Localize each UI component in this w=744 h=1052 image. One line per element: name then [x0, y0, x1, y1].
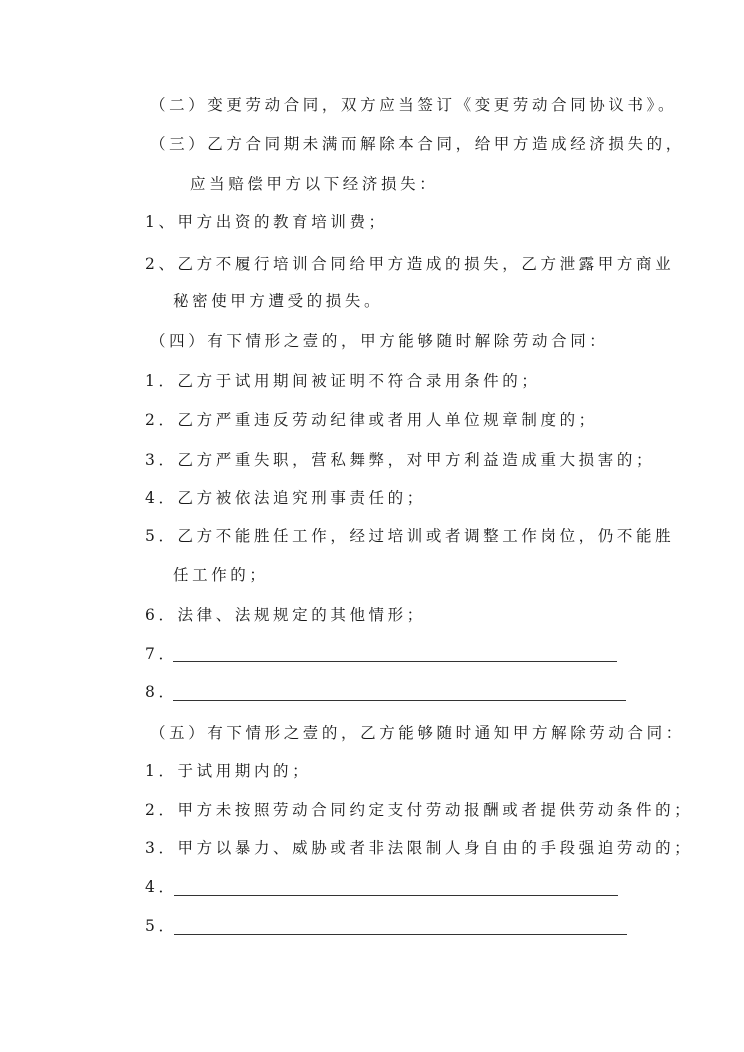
- clause-4-item-6: 6．法律、法规规定的其他情形；: [145, 606, 426, 624]
- clause-3-continuation: 应当赔偿甲方以下经济损失：: [190, 175, 439, 193]
- clause-4-item-3: 3．乙方严重失职，营私舞弊，对甲方利益造成重大损害的；: [145, 451, 656, 469]
- clause-5-item-5-blank: [174, 934, 627, 935]
- clause-5-item-3: 3．甲方以暴力、威胁或者非法限制人身自由的手段强迫劳动的；: [145, 839, 694, 857]
- clause-3-item-2: 2、乙方不履行培训合同给甲方造成的损失，乙方泄露甲方商业: [145, 255, 675, 273]
- clause-4-item-8-blank: [173, 700, 626, 701]
- clause-4-item-7-blank: [173, 661, 617, 662]
- clause-4-item-5: 5．乙方不能胜任工作，经过培训或者调整工作岗位，仍不能胜: [145, 527, 675, 545]
- clause-5: （五）有下情形之壹的，乙方能够随时通知甲方解除劳动合同：: [150, 724, 685, 742]
- clause-4-item-4: 4．乙方被依法追究刑事责任的；: [145, 489, 426, 507]
- clause-3-item-2-continuation: 秘密使甲方遭受的损失。: [173, 292, 384, 310]
- clause-4-item-7-label: 7．: [145, 645, 178, 663]
- clause-5-item-5-label: 5．: [145, 917, 178, 935]
- clause-3: （三）乙方合同期未满而解除本合同，给甲方造成经济损失的，: [150, 135, 685, 153]
- clause-5-item-1: 1．于试用期内的；: [145, 762, 312, 780]
- clause-2: （二）变更劳动合同，双方应当签订《变更劳动合同协议书》。: [150, 96, 678, 114]
- clause-4-item-1: 1．乙方于试用期间被证明不符合录用条件的；: [145, 372, 541, 390]
- clause-4: （四）有下情形之壹的，甲方能够随时解除劳动合同：: [150, 332, 609, 350]
- clause-5-item-4-blank: [174, 895, 618, 896]
- clause-3-item-1: 1、甲方出资的教育培训费；: [145, 213, 388, 231]
- clause-5-item-2: 2．甲方未按照劳动合同约定支付劳动报酬或者提供劳动条件的；: [145, 801, 694, 819]
- clause-4-item-2: 2．乙方严重违反劳动纪律或者用人单位规章制度的；: [145, 411, 598, 429]
- clause-4-item-5-continuation: 任工作的；: [173, 566, 269, 584]
- clause-4-item-8-label: 8．: [145, 683, 178, 701]
- clause-5-item-4-label: 4．: [145, 878, 178, 896]
